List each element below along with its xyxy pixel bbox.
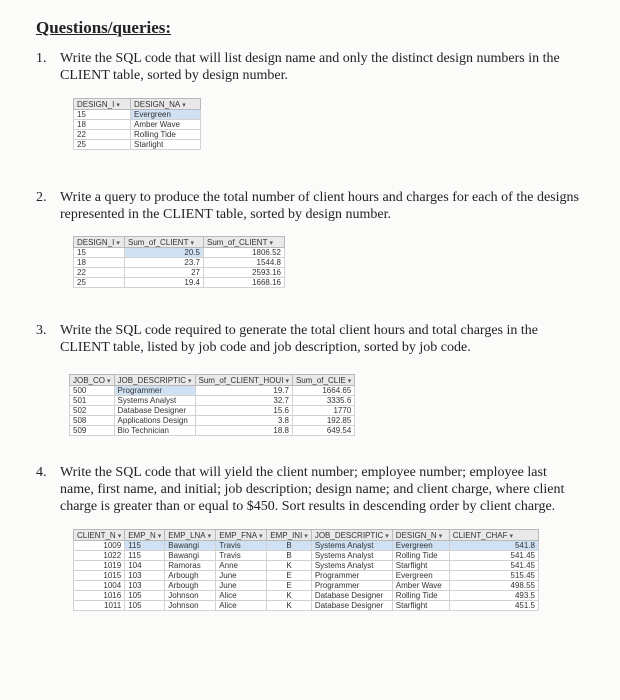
table-row: 22 Rolling Tide xyxy=(74,130,201,140)
question-text: Write the SQL code that will list design name and only the distinct design numbers in the CLIENT table, sorted by design number. xyxy=(60,51,560,83)
table-row: 22 27 2593.16 xyxy=(74,268,285,278)
question-number: 3. xyxy=(36,323,47,338)
question-number: 2. xyxy=(36,190,47,205)
table-header-row xyxy=(74,237,285,248)
filter-dropdown-icon[interactable]: ▾ xyxy=(117,532,122,540)
question-text: Write the SQL code that will yield the client number; employee number; employee last name, first name, and initial; job description; design name; and client charge, where client charge is greater than or equal to $450. Sort results in descending order by client charge. xyxy=(60,465,565,514)
filter-dropdown-icon[interactable]: ▾ xyxy=(259,532,263,540)
filter-dropdown-icon[interactable]: ▾ xyxy=(188,377,192,385)
table-row: 15 20.5 1806.52 xyxy=(74,248,285,258)
filter-dropdown-icon[interactable]: ▾ xyxy=(509,532,513,540)
page-heading: Questions/queries: xyxy=(36,18,172,37)
column-header[interactable]: EMP_FNA ▾ xyxy=(216,530,267,541)
filter-dropdown-icon[interactable]: ▾ xyxy=(285,377,289,385)
table-header-row xyxy=(74,99,201,110)
filter-dropdown-icon[interactable]: ▾ xyxy=(107,377,111,385)
table-row: 1016 105 Johnson Alice K Database Designer Rolling Tide 493.5 xyxy=(74,591,539,601)
filter-dropdown-icon[interactable]: ▾ xyxy=(438,532,443,540)
column-header[interactable]: DESIGN_I ▾ xyxy=(74,237,125,248)
table-row: 18 Amber Wave xyxy=(74,120,201,130)
column-header[interactable]: DESIGN_N ▾ xyxy=(392,530,449,541)
design-names-table xyxy=(73,98,201,150)
table-row: 25 Starlight xyxy=(74,140,201,150)
column-header[interactable]: Sum_of_CLIENT_HOUI ▾ xyxy=(195,375,292,386)
table-row: 1015 103 Arbough June E Programmer Evergreen 515.45 xyxy=(74,571,539,581)
table-row: 509 Bio Technician 18.8 649.54 xyxy=(70,426,355,436)
table-row: 502 Database Designer 15.6 1770 xyxy=(70,406,355,416)
column-header[interactable]: CLIENT_CHAF ▾ xyxy=(449,530,538,541)
client-charges-table xyxy=(73,529,539,611)
column-header[interactable]: EMP_LNA ▾ xyxy=(165,530,216,541)
column-header[interactable]: DESIGN_I ▾ xyxy=(74,99,131,110)
filter-dropdown-icon[interactable]: ▾ xyxy=(269,239,273,247)
filter-dropdown-icon[interactable]: ▾ xyxy=(190,239,194,247)
column-header[interactable]: JOB_DESCRIPTIC ▾ xyxy=(114,375,195,386)
column-header[interactable]: EMP_INI ▾ xyxy=(267,530,312,541)
table-row: 1009 115 Bawangi Travis B Systems Analyst Evergreen 541.8 xyxy=(74,541,539,551)
table-row: 501 Systems Analyst 32.7 3335.6 xyxy=(70,396,355,406)
table-row: 18 23.7 1544.8 xyxy=(74,258,285,268)
column-header[interactable]: DESIGN_NA ▾ xyxy=(131,99,201,110)
table-row: 15 Evergreen xyxy=(74,110,201,120)
filter-dropdown-icon[interactable]: ▾ xyxy=(182,101,186,109)
filter-dropdown-icon[interactable]: ▾ xyxy=(157,532,162,540)
table-header-row xyxy=(70,375,355,386)
table-row: 1011 105 Johnson Alice K Database Designer Starflight 451.5 xyxy=(74,601,539,611)
question-number: 4. xyxy=(36,465,47,480)
table-row: 1019 104 Ramoras Anne K Systems Analyst Starflight 541.45 xyxy=(74,561,539,571)
column-header[interactable]: JOB_CO ▾ xyxy=(70,375,115,386)
table-row: 1022 115 Bawangi Travis B Systems Analyst Rolling Tide 541.45 xyxy=(74,551,539,561)
column-header[interactable]: Sum_of_CLIE ▾ xyxy=(292,375,354,386)
table-row: 1004 103 Arbough June E Programmer Amber Wave 498.55 xyxy=(74,581,539,591)
table-row: 500 Programmer 19.7 1664.65 xyxy=(70,386,355,396)
filter-dropdown-icon[interactable]: ▾ xyxy=(385,532,389,540)
job-totals-table xyxy=(69,374,355,436)
column-header[interactable]: EMP_N ▾ xyxy=(125,530,165,541)
filter-dropdown-icon[interactable]: ▾ xyxy=(116,239,120,247)
filter-dropdown-icon[interactable]: ▾ xyxy=(116,101,120,109)
column-header[interactable]: CLIENT_N ▾ xyxy=(74,530,125,541)
column-header[interactable]: Sum_of_CLIENT ▾ xyxy=(125,237,204,248)
question-text: Write the SQL code required to generate the total client hours and total charges in the CLIENT table, listed by job code and job description, sorted by job code. xyxy=(60,323,538,355)
question-number: 1. xyxy=(36,51,47,66)
filter-dropdown-icon[interactable]: ▾ xyxy=(207,532,212,540)
table-row: 25 19.4 1668.16 xyxy=(74,278,285,288)
filter-dropdown-icon[interactable]: ▾ xyxy=(347,377,352,385)
filter-dropdown-icon[interactable]: ▾ xyxy=(304,532,308,540)
table-row: 508 Applications Design 3.8 192.85 xyxy=(70,416,355,426)
question-text: Write a query to produce the total number of client hours and charges for each of the designs represented in the CLIENT table, sorted by design number. xyxy=(60,190,579,222)
table-header-row xyxy=(74,530,539,541)
column-header[interactable]: Sum_of_CLIENT ▾ xyxy=(204,237,285,248)
column-header[interactable]: JOB_DESCRIPTIC ▾ xyxy=(311,530,392,541)
design-totals-table xyxy=(73,236,285,288)
